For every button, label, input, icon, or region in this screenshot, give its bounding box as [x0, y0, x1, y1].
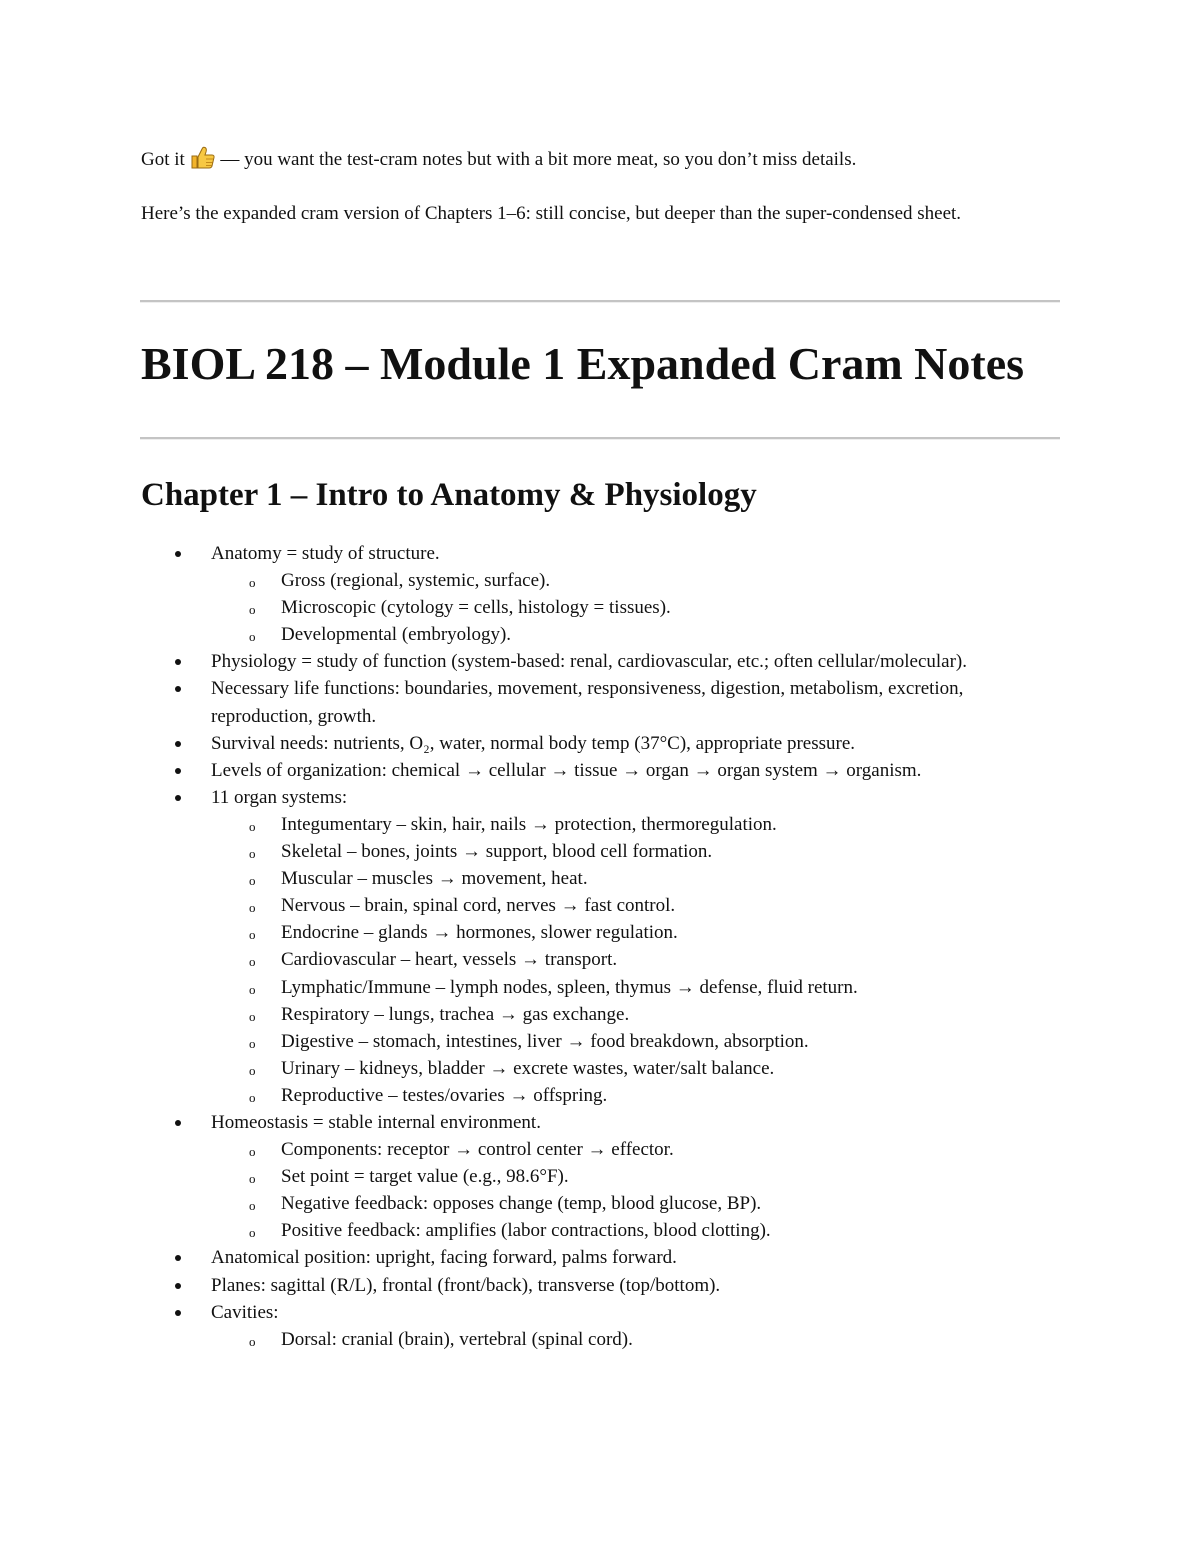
sub-list-item-text: Reproductive – testes/ovaries → offspring.: [281, 1084, 608, 1106]
sub-bullet-marker: o: [249, 1198, 256, 1214]
sub-list-item-text: Digestive – stomach, intestines, liver → food breakdown, absorption.: [281, 1030, 809, 1052]
sub-list-item: [211, 567, 1061, 594]
sub-bullet-marker: o: [249, 954, 256, 970]
sub-list-item-text: Muscular – muscles → movement, heat.: [281, 868, 588, 890]
list-item: [141, 1244, 1061, 1271]
sub-bullet-marker: o: [249, 1144, 256, 1160]
list-item: [141, 1109, 1061, 1244]
bullet-icon: [175, 795, 181, 801]
sub-list-item: [211, 919, 1061, 946]
sub-bullet-marker: o: [249, 900, 256, 916]
sub-bullet-marker: o: [249, 629, 256, 645]
bullet-icon: [175, 1310, 181, 1316]
bullet-icon: [175, 686, 181, 692]
horizontal-rule: [140, 437, 1060, 440]
sub-list-item: [211, 811, 1061, 838]
sub-list: [211, 1136, 1061, 1244]
list-item-text: Physiology = study of function (system-based: renal, cardiovascular, etc.; often cellular/molecular).: [211, 651, 968, 673]
sub-list-item-text: Endocrine – glands → hormones, slower regulation.: [281, 922, 678, 944]
sub-bullet-marker: o: [249, 981, 256, 997]
sub-list-item: [211, 838, 1061, 865]
sub-list-item: [211, 1326, 1061, 1353]
sub-list-item-text: Lymphatic/Immune – lymph nodes, spleen, thymus → defense, fluid return.: [281, 976, 858, 998]
page-title: BIOL 218 – Module 1 Expanded Cram Notes: [141, 338, 1025, 389]
sub-bullet-marker: o: [249, 575, 256, 591]
sub-bullet-marker: o: [249, 1008, 256, 1024]
sub-list-item-text: Respiratory – lungs, trachea → gas exchange.: [281, 1003, 630, 1025]
bullet-icon: [175, 551, 181, 557]
sub-list-item: [211, 974, 1061, 1001]
list-item-text: Survival needs: nutrients, O₂, water, normal body temp (37°C), appropriate pressure.: [211, 732, 855, 754]
sub-list-item-text: Urinary – kidneys, bladder → excrete wastes, water/salt balance.: [281, 1057, 775, 1079]
chapter-1-heading: Chapter 1 – Intro to Anatomy & Physiology: [141, 477, 757, 513]
sub-list-item-text: Gross (regional, systemic, surface).: [281, 570, 551, 592]
list-item-text: Levels of organization: chemical → cellular → tissue → organ → organ system → organism.: [211, 759, 922, 781]
list-item-text: Homeostasis = stable internal environment.: [211, 1111, 541, 1133]
sub-list-item: [211, 621, 1061, 648]
sub-list-item-text: Set point = target value (e.g., 98.6°F).: [281, 1166, 569, 1188]
sub-list-item: [211, 892, 1061, 919]
sub-list-item-text: Nervous – brain, spinal cord, nerves → fast control.: [281, 895, 676, 917]
sub-list: [211, 811, 1061, 1109]
sub-bullet-marker: o: [249, 1171, 256, 1187]
bullet-icon: [175, 659, 181, 665]
intro-line-1: [141, 145, 856, 173]
list-item-text: Anatomical position: upright, facing forward, palms forward.: [211, 1247, 677, 1269]
intro-line-1-start: Got it: [141, 149, 185, 170]
list-item: [141, 1272, 1061, 1299]
list-item: [141, 757, 1061, 784]
thumbs-up-icon: [190, 145, 216, 171]
sub-list-item: [211, 1028, 1061, 1055]
sub-list-item: [211, 594, 1061, 621]
list-item-text: Necessary life functions: boundaries, movement, responsiveness, digestion, metabolism, excretion, reproduction, growth.: [211, 678, 964, 727]
intro-line-2: Here’s the expanded cram version of Chapters 1–6: still concise, but deeper than the super-condensed sheet.: [141, 203, 962, 224]
list-item: [141, 540, 1061, 648]
list-item: [141, 730, 1061, 757]
list-item: [141, 1299, 1061, 1353]
sub-list-item-text: Skeletal – bones, joints → support, blood cell formation.: [281, 841, 713, 863]
sub-list-item: [211, 1136, 1061, 1163]
bullet-icon: [175, 768, 181, 774]
sub-list-item: [211, 946, 1061, 973]
sub-bullet-marker: o: [249, 927, 256, 943]
sub-list: [211, 567, 1061, 648]
list-item: [141, 784, 1061, 1109]
list-item: [141, 675, 1061, 729]
list-item-text: 11 organ systems:: [211, 786, 348, 808]
sub-list-item-text: Cardiovascular – heart, vessels → transport.: [281, 949, 618, 971]
sub-list-item-text: Microscopic (cytology = cells, histology = tissues).: [281, 597, 671, 619]
sub-list-item-text: Components: receptor → control center → effector.: [281, 1139, 674, 1161]
bullet-icon: [175, 1120, 181, 1126]
sub-list-item-text: Developmental (embryology).: [281, 624, 512, 646]
sub-bullet-marker: o: [249, 1225, 256, 1241]
sub-list-item-text: Integumentary – skin, hair, nails → protection, thermoregulation.: [281, 813, 777, 835]
sub-bullet-marker: o: [249, 1062, 256, 1078]
sub-bullet-marker: o: [249, 818, 256, 834]
sub-bullet-marker: o: [249, 846, 256, 862]
chapter-1-list: [141, 540, 1061, 1353]
sub-list-item: [211, 1082, 1061, 1109]
sub-list-item: [211, 1163, 1061, 1190]
horizontal-rule: [140, 300, 1060, 303]
sub-list: [211, 1326, 1061, 1353]
list-item-text: Cavities:: [211, 1301, 279, 1323]
sub-bullet-marker: o: [249, 1333, 256, 1349]
sub-bullet-marker: o: [249, 602, 256, 618]
sub-list-item: [211, 1055, 1061, 1082]
sub-bullet-marker: o: [249, 1035, 256, 1051]
sub-list-item-text: Positive feedback: amplifies (labor contractions, blood clotting).: [281, 1220, 771, 1242]
list-item: [141, 648, 1061, 675]
intro-line-1-end: — you want the test-cram notes but with a bit more meat, so you don’t miss details.: [215, 149, 857, 170]
sub-list-item: [211, 1217, 1061, 1244]
sub-bullet-marker: o: [249, 873, 256, 889]
sub-list-item: [211, 1190, 1061, 1217]
list-item-text: Anatomy = study of structure.: [211, 543, 440, 564]
sub-bullet-marker: o: [249, 1089, 256, 1105]
sub-list-item: [211, 865, 1061, 892]
bullet-icon: [175, 741, 181, 747]
sub-list-item-text: Negative feedback: opposes change (temp, blood glucose, BP).: [281, 1193, 762, 1215]
bullet-icon: [175, 1283, 181, 1289]
bullet-icon: [175, 1255, 181, 1261]
sub-list-item-text: Dorsal: cranial (brain), vertebral (spinal cord).: [281, 1328, 633, 1350]
list-item-text: Planes: sagittal (R/L), frontal (front/back), transverse (top/bottom).: [211, 1274, 721, 1296]
sub-list-item: [211, 1001, 1061, 1028]
